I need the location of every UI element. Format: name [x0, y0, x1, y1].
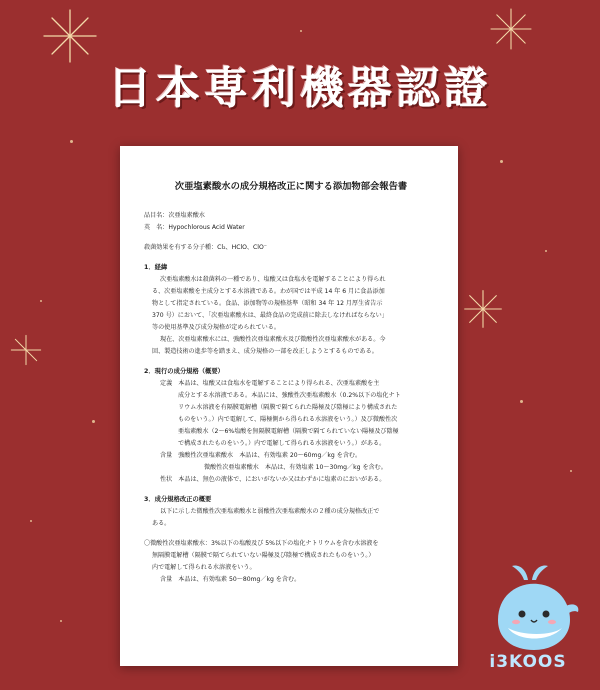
paragraph-line: リウム水溶液を有隔膜電解槽（隔膜で隔てられた陽極及び陰極により構成された: [178, 404, 398, 411]
section-heading: 3．成分規格改正の概要: [144, 496, 212, 503]
section-heading: 1．経緯: [144, 264, 168, 271]
paragraph-line: ある。: [152, 520, 171, 527]
paragraph-line: 定義 本品は、塩酸又は食塩水を電解することにより得られる、次亜塩素酸を主: [160, 380, 380, 387]
paragraph-line: 含量 強酸性次亜塩素酸水 本品は、有効塩素 20〜60mg／kg を含む。: [160, 452, 362, 459]
paragraph-line: 回、製造技術の進歩等を踏まえ、成分規格の一部を改正しようとするものである。: [152, 348, 378, 355]
firework-icon: [6, 330, 46, 370]
banner-title: 日本専利機器認證: [108, 63, 492, 114]
whale-mascot-icon: [478, 550, 582, 668]
item-name: 品目名：次亜塩素酸水: [144, 212, 205, 219]
sparkle-dot: [520, 400, 523, 403]
firework-icon: [458, 284, 508, 334]
english-name: 英 名：Hypochlorous Acid Water: [144, 224, 245, 231]
paragraph-line: 等の使用基準及び成分規格が定められている。: [152, 324, 280, 331]
molecule-species: 殺菌効果を有する分子種：Cl₂、HClO、ClO⁻: [144, 244, 267, 251]
section-heading: 2．現行の成分規格（概要）: [144, 368, 224, 375]
sparkle-dot: [545, 250, 547, 252]
sparkle-dot: [30, 520, 32, 522]
paragraph-line: 含量 本品は、有効塩素 50〜80mg／kg を含む。: [160, 576, 301, 583]
paragraph-line: 無隔膜電解槽（隔膜で隔てられていない陽極及び陰極で構成されたものをいう。）: [152, 552, 375, 559]
paragraph-line: る、次亜塩素酸を主成分とする水溶液である。わが国では平成 14 年 6 月に食品添加: [152, 288, 385, 295]
document-page: [120, 146, 458, 666]
sparkle-dot: [500, 160, 503, 163]
paragraph-line: 〇微酸性次亜塩素酸水：3%以下の塩酸及び 5%以下の塩化ナトリウムを含む水溶液を: [144, 540, 379, 547]
sparkle-dot: [300, 30, 302, 32]
paragraph-line: 現在、次亜塩素酸水には、強酸性次亜塩素酸水及び微酸性次亜塩素酸水がある。今: [160, 336, 386, 343]
document-title: 次亜塩素酸水の成分規格改正に関する添加物部会報告書: [174, 181, 408, 192]
brand-logo: i3KOOS: [489, 652, 567, 672]
sparkle-dot: [92, 420, 95, 423]
paragraph-line: ものをいう。）内で電解して、陽極側から得られる水溶液をいう。）及び微酸性次: [178, 416, 398, 423]
paragraph-line: 成分とする水溶液である。本品には、強酸性次亜塩素酸水（0.2%以下の塩化ナト: [178, 392, 401, 399]
sparkle-dot: [60, 620, 62, 622]
firework-icon: [486, 4, 536, 54]
sparkle-dot: [40, 300, 42, 302]
paragraph-line: 物として指定されている。食品、添加物等の規格基準（昭和 34 年 12 月厚生省告示: [152, 300, 383, 307]
paragraph-line: で構成されたものをいう。）内で電解して得られる水溶液をいう。）がある。: [178, 440, 386, 447]
paragraph-line: 以下に示した微酸性次亜塩素酸水と弱酸性次亜塩素酸水の２種の成分規格改正で: [160, 508, 380, 515]
paragraph-line: 370 号）において、「次亜塩素酸水は、最終食品の完成前に除去しなければならない」: [152, 312, 388, 319]
sparkle-dot: [570, 470, 572, 472]
paragraph-line: 次亜塩素酸水は殺菌料の一種であり、塩酸又は食塩水を電解することにより得られ: [160, 276, 386, 283]
paragraph-line: 亜塩素酸水（2〜6%塩酸を無隔膜電解槽（隔膜で隔てられていない陽極及び陰極: [178, 428, 399, 435]
sparkle-dot: [70, 140, 73, 143]
paragraph-line: 微酸性次亜塩素酸水 本品は、有効塩素 10〜30mg／kg を含む。: [204, 464, 387, 471]
paragraph-line: 性状 本品は、無色の液体で、においがないか又はわずかに塩素のにおいがある。: [160, 476, 386, 483]
paragraph-line: 内で電解して得られる水溶液をいう。: [152, 564, 256, 571]
